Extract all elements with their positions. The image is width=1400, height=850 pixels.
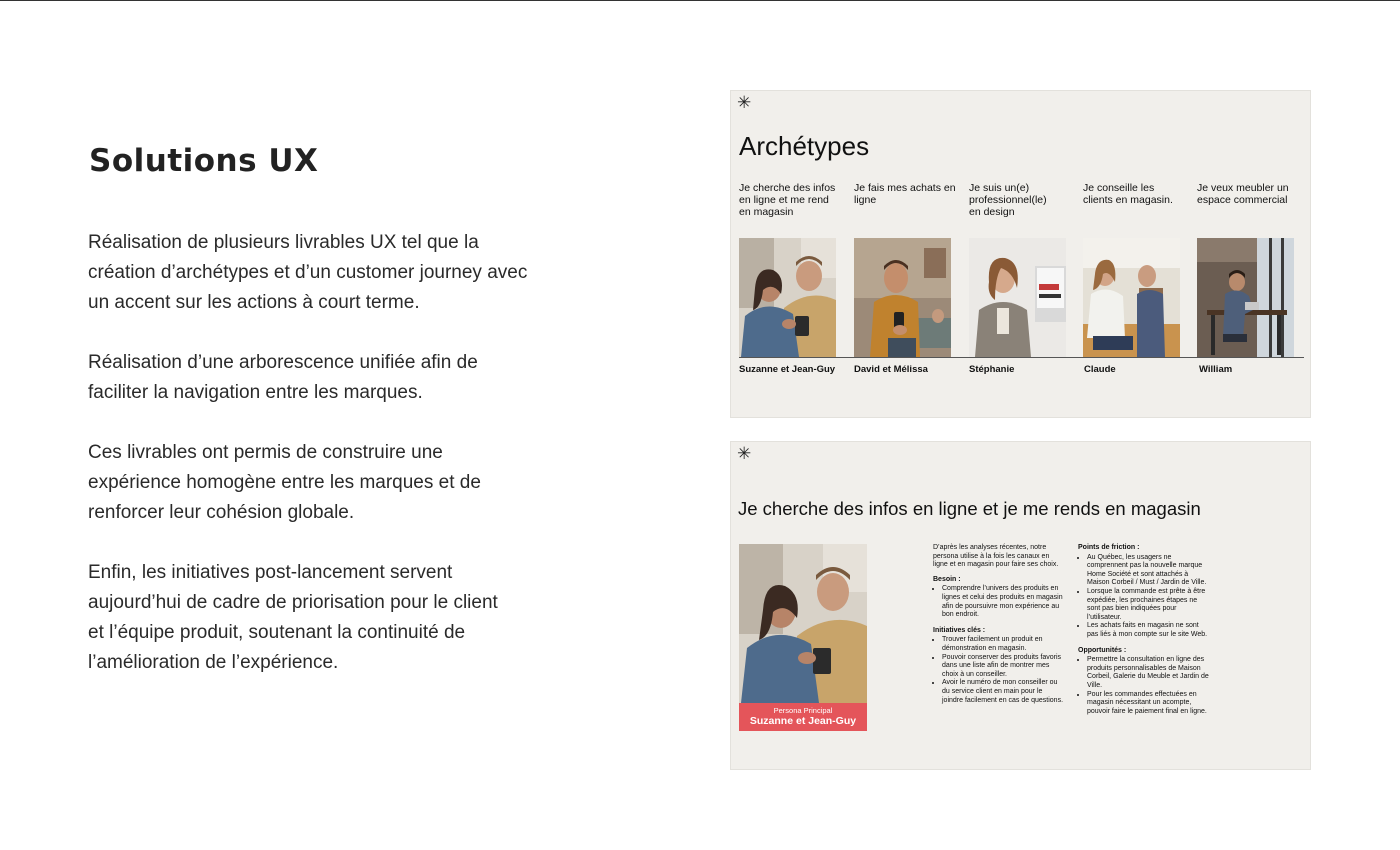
- archetypes-slide: [730, 90, 1311, 418]
- initiatives-list: [933, 636, 1065, 705]
- list-item: • Pour les commandes effectuées en magasin nécessitant un acompte, pouvoir faire le paiement final en ligne.: [1087, 691, 1210, 717]
- friction-list: [1078, 554, 1210, 640]
- top-border-line: [0, 0, 1400, 1]
- archetype-photo: [854, 238, 951, 357]
- friction-heading: Points de friction :: [1078, 544, 1140, 551]
- needs-list: [933, 585, 1065, 619]
- list-item: • Trouver facilement un produit en démonstration en magasin.: [942, 636, 1065, 653]
- archetypes-title: Archétypes: [739, 131, 870, 161]
- persona-photo: [739, 544, 867, 703]
- archetype-name: Claude: [1084, 364, 1116, 375]
- archetype-caption: Je cherche des infos en ligne et me rend en magasin: [739, 182, 836, 218]
- archetype-caption: Je conseille les clients en magasin.: [1083, 182, 1173, 206]
- list-item: • Comprendre l’univers des produits en lignes et celui des produits en magasin afin de poursuivre mon expérience au bon endroit.: [942, 585, 1065, 619]
- persona-insights-column: [1078, 544, 1210, 723]
- description-text: [88, 228, 588, 708]
- archetype-name: David et Mélissa: [854, 364, 928, 375]
- list-item: • Les achats faits en magasin ne sont pas liés à mon compte sur le site Web.: [1087, 622, 1210, 639]
- archetype-photo: [739, 238, 836, 357]
- archetype-caption: Je veux meubler un espace commercial: [1197, 182, 1289, 206]
- paragraph-deliverables: Réalisation de plusieurs livrables UX tel que la création d’archétypes et d’un customer journey avec un accent sur les actions à court terme.: [88, 232, 528, 313]
- archetype-name: Stéphanie: [969, 364, 1015, 375]
- persona-slide-title: Je cherche des infos en ligne et je me rends en magasin: [738, 498, 1201, 519]
- persona-label: Persona Principal: [773, 706, 833, 715]
- list-item: • Permettre la consultation en ligne des produits personnalisables de Maison Corbeil, Galerie du Meuble et Jardin de Ville.: [1087, 656, 1210, 690]
- list-item: • Avoir le numéro de mon conseiller ou du service client en main pour le joindre facilement en cas de questions.: [942, 679, 1065, 705]
- needs-heading: Besoin :: [933, 575, 961, 583]
- paragraph-tree-structure: Réalisation d’une arborescence unifiée afin de faciliter la navigation entre les marques.: [88, 352, 478, 403]
- archetype-caption: Je fais mes achats en ligne: [854, 182, 956, 206]
- archetype-photo: [969, 238, 1066, 357]
- list-item: • Au Québec, les usagers ne comprennent pas la nouvelle marque Home Société et sont attachés à Maison Corbeil / Must / Jardin de Ville.: [1087, 554, 1210, 588]
- persona-name: Suzanne et Jean-Guy: [749, 715, 857, 727]
- persona-details-column: [933, 544, 1065, 712]
- persona-label-banner: [739, 703, 867, 731]
- paragraph-outcome: Ces livrables ont permis de construire une expérience homogène entre les marques et de renforcer leur cohésion globale.: [88, 442, 481, 523]
- archetype-photo: [1083, 238, 1180, 357]
- asterisk-icon: ✳: [737, 444, 752, 464]
- asterisk-icon: ✳: [737, 93, 752, 113]
- paragraph-post-launch: Enfin, les initiatives post-lancement servent aujourd’hui de cadre de priorisation pour le client et l’équipe produit, soutenant la continuité de l’amélioration de l’expérience.: [88, 562, 498, 673]
- opportunities-heading: Opportunités :: [1078, 646, 1127, 654]
- archetype-name: Suzanne et Jean-Guy: [739, 364, 836, 375]
- divider-line: [739, 357, 1304, 358]
- list-item: • Lorsque la commande est prête à être expédiée, les prochaines étapes ne sont pas bien indiquées pour l’utilisateur.: [1087, 588, 1210, 622]
- persona-intro: D’après les analyses récentes, notre persona utilise à la fois les canaux en ligne et en magasin pour faire ses choix.: [933, 544, 1059, 569]
- archetype-caption: Je suis un(e) professionnel(le) en design: [969, 182, 1047, 218]
- archetype-name: William: [1199, 364, 1233, 375]
- persona-slide: [730, 441, 1311, 770]
- list-item: • Pouvoir conserver des produits favoris dans une liste afin de montrer mes choix à un conseiller.: [942, 654, 1065, 680]
- archetype-photo: [1197, 238, 1294, 357]
- initiatives-heading: Initiatives clés :: [933, 626, 986, 634]
- opportunities-list: [1078, 656, 1210, 716]
- section-title: Solutions UX: [89, 143, 319, 179]
